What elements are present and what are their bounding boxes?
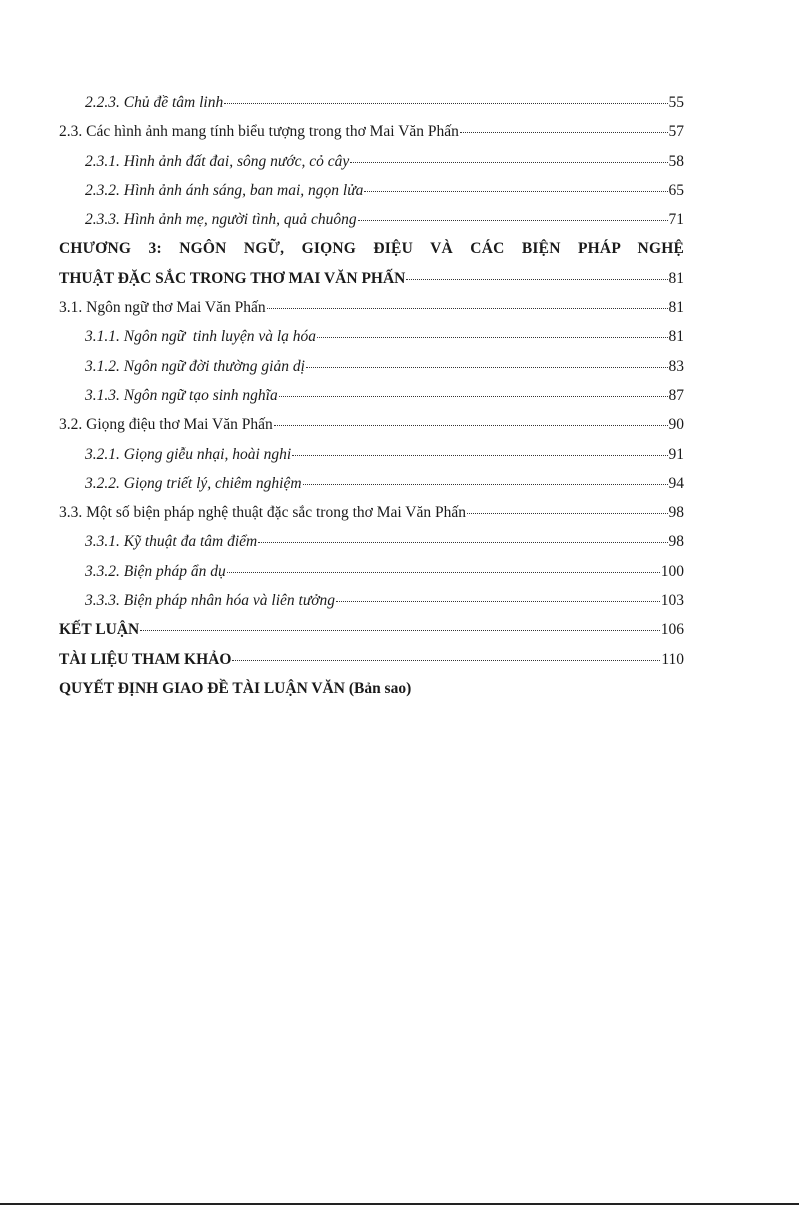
dot-leader [140, 629, 660, 631]
toc-entry-page: 90 [668, 416, 684, 434]
dot-leader [227, 571, 660, 573]
dot-leader [336, 600, 660, 602]
toc-entry-title: 3.1.2. Ngôn ngữ đời thường giản dị [85, 357, 305, 375]
dot-leader [224, 102, 667, 104]
dot-leader [317, 336, 667, 338]
dot-leader [258, 541, 667, 543]
toc-entry-title: 2.3.2. Hình ảnh ánh sáng, ban mai, ngọn lửa [85, 181, 364, 199]
toc-entry [59, 293, 684, 322]
toc-entry-page: 106 [660, 621, 684, 639]
chapter-heading-line-2: THUẬT ĐẶC SẮC TRONG THƠ MAI VĂN PHẤN [59, 269, 406, 287]
chapter-heading-line-1: CHƯƠNG 3: NGÔN NGỮ, GIỌNG ĐIỆU VÀ CÁC BIỆN PHÁP NGHỆ [59, 240, 684, 258]
toc-entry-page: 87 [668, 386, 684, 404]
toc-entry [59, 176, 684, 205]
toc-entry [59, 586, 684, 615]
dot-leader [292, 454, 667, 456]
toc-entry [59, 440, 684, 469]
toc-entry [59, 147, 684, 176]
toc-entry-page: 91 [668, 445, 684, 463]
toc-entry [59, 322, 684, 351]
toc-entry-page: 81 [668, 328, 684, 346]
dot-leader [303, 483, 668, 485]
toc-entry [59, 264, 684, 293]
toc-entry [59, 645, 684, 674]
toc-entry-page: 58 [668, 152, 684, 170]
table-of-contents [59, 88, 684, 703]
toc-entry-title: 3.1.1. Ngôn ngữ tinh luyện và lạ hóa [85, 328, 317, 346]
toc-entry-page: 98 [668, 533, 684, 551]
toc-entry-title: 3.2.2. Giọng triết lý, chiêm nghiệm [85, 474, 302, 492]
toc-entry [59, 527, 684, 556]
toc-entry-page: 65 [668, 181, 684, 199]
toc-entry-page: 98 [668, 504, 684, 522]
toc-entry-page: 103 [660, 592, 684, 610]
dot-leader [267, 307, 668, 309]
toc-entry-title: 3.3.3. Biện pháp nhân hóa và liên tưởng [85, 592, 336, 610]
toc-entry [59, 381, 684, 410]
toc-entry [59, 498, 684, 527]
dot-leader [364, 190, 667, 192]
toc-entry [59, 615, 684, 644]
toc-entry-title: 3.3. Một số biện pháp nghệ thuật đặc sắc trong thơ Mai Văn Phấn [59, 504, 466, 522]
toc-entry-page: 57 [668, 123, 684, 141]
toc-entry [59, 117, 684, 146]
dot-leader [467, 512, 668, 514]
toc-entry-page: 94 [668, 474, 684, 492]
toc-entry [59, 205, 684, 234]
toc-entry [59, 410, 684, 439]
dot-leader [306, 366, 668, 368]
dot-leader [274, 424, 668, 426]
toc-entry [59, 674, 684, 703]
dot-leader [232, 659, 660, 661]
toc-entry [59, 88, 684, 117]
toc-entry-title: 3.2.1. Giọng giễu nhại, hoài nghi [85, 445, 292, 463]
toc-entry [59, 352, 684, 381]
dot-leader [350, 161, 667, 163]
toc-entry-title: 3.2. Giọng điệu thơ Mai Văn Phấn [59, 416, 273, 434]
toc-entry-title: 2.3. Các hình ảnh mang tính biểu tượng trong thơ Mai Văn Phấn [59, 123, 459, 141]
toc-entry-page: 100 [660, 562, 684, 580]
toc-entry-page: 81 [668, 299, 684, 317]
toc-entry-title: 2.2.3. Chủ đề tâm linh [85, 94, 224, 111]
toc-entry-title: 3.1.3. Ngôn ngữ tạo sinh nghĩa [85, 386, 278, 404]
toc-entry-title: 3.3.2. Biện pháp ẩn dụ [85, 562, 226, 580]
toc-entry-page: 83 [668, 357, 684, 375]
dot-leader [460, 131, 668, 133]
toc-entry [59, 469, 684, 498]
toc-entry-page: 55 [668, 94, 684, 111]
toc-entry-title: 2.3.3. Hình ảnh mẹ, người tình, quả chuông [85, 211, 357, 229]
toc-entry-title: TÀI LIỆU THAM KHẢO [59, 650, 232, 668]
dot-leader [279, 395, 668, 397]
toc-entry-page: 110 [661, 650, 684, 668]
toc-entry [59, 557, 684, 586]
toc-entry-title: 2.3.1. Hình ảnh đất đai, sông nước, cỏ cây [85, 152, 350, 170]
toc-entry-page: 81 [668, 269, 684, 287]
toc-entry-title: KẾT LUẬN [59, 621, 140, 639]
toc-entry-title: 3.3.1. Kỹ thuật đa tâm điểm [85, 533, 258, 551]
dot-leader [406, 278, 667, 280]
toc-entry-title: QUYẾT ĐỊNH GIAO ĐỀ TÀI LUẬN VĂN (Bản sao) [59, 679, 412, 697]
toc-entry-page: 71 [668, 211, 684, 229]
toc-entry-title: 3.1. Ngôn ngữ thơ Mai Văn Phấn [59, 299, 266, 317]
dot-leader [358, 219, 668, 221]
